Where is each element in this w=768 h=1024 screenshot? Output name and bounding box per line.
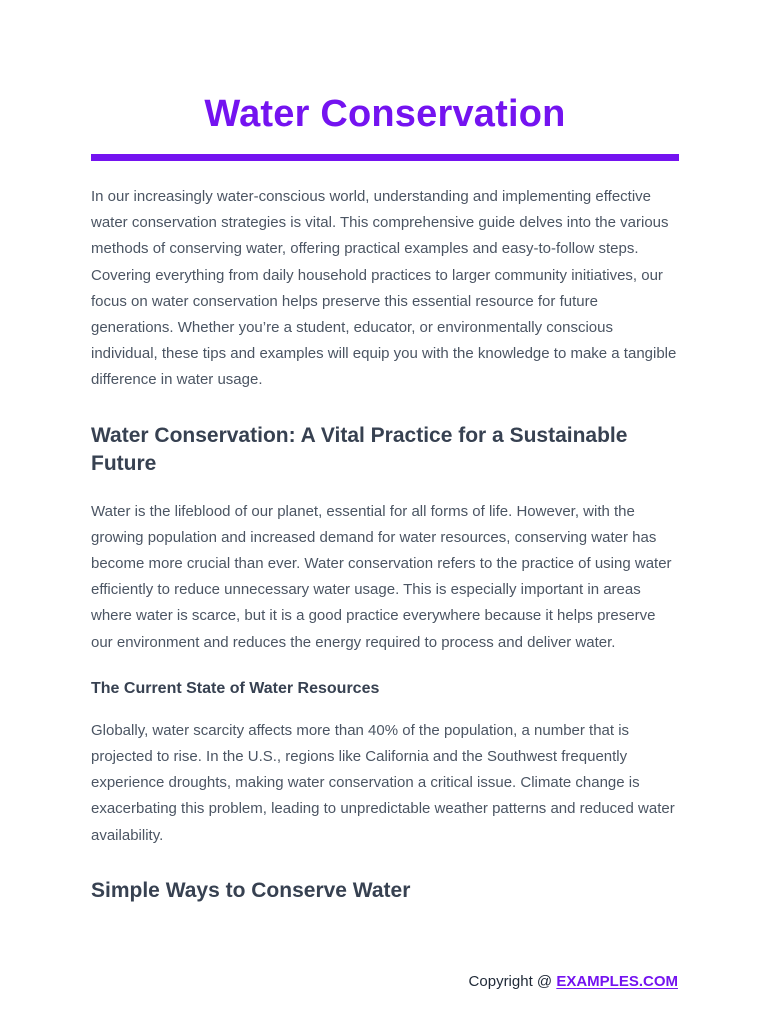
copyright-footer xyxy=(469,972,678,992)
section-heading-vital-practice: Water Conservation: A Vital Practice for a Sustainable Future xyxy=(91,423,628,475)
document-page xyxy=(91,0,679,905)
title-divider xyxy=(91,154,679,161)
subsection-heading-current-state: The Current State of Water Resources xyxy=(91,679,380,697)
section-heading-simple-ways: Simple Ways to Conserve Water xyxy=(91,878,411,902)
page-title: Water Conservation xyxy=(204,93,566,135)
section-paragraph-vital-practice: Water is the lifeblood of our planet, essential for all forms of life. However, with the growing population and increased demand for water resources, conserving water has become more crucial than ever. Water conservation refers to the practice of using water efficiently to reduce unnecessary water usage. This is especially important in areas where water is scarce, but it is a good practice everywhere because it helps preserve our environment and reduces the energy required to process and deliver water. xyxy=(91,502,672,651)
intro-paragraph: In our increasingly water-conscious world, understanding and implementing effective water conservation strategies is vital. This comprehensive guide delves into the various methods of conserving water, offering practical examples and easy-to-follow steps. Covering everything from daily household practices to larger community initiatives, our focus on water conservation helps preserve this essential resource for future generations. Whether you’re a student, educator, or environmentally conscious individual, these tips and examples will equip you with the knowledge to make a tangible difference in water usage. xyxy=(91,188,677,389)
copyright-text: Copyright @ xyxy=(468,973,557,990)
examples-link[interactable]: EXAMPLES.COM xyxy=(556,973,678,990)
subsection-paragraph-current-state: Globally, water scarcity affects more than 40% of the population, a number that is projected to rise. In the U.S., regions like California and the Southwest frequently experience droughts, making water conservation a critical issue. Climate change is exacerbating this problem, leading to unpredictable weather patterns and reduced water availability. xyxy=(91,721,675,844)
